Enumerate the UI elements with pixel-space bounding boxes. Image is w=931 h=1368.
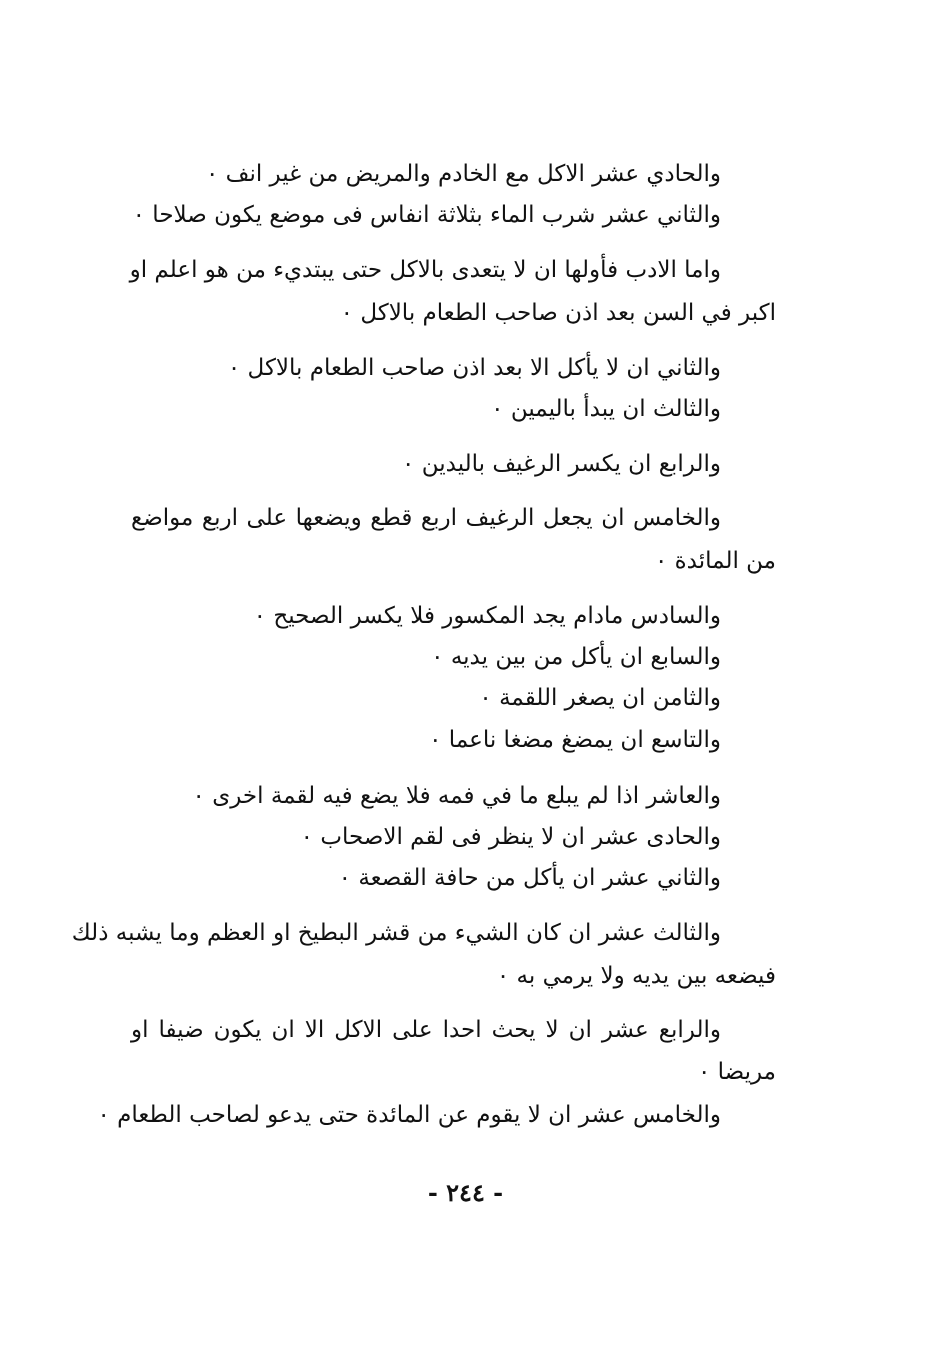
text-line: والرابع ان يكسر الرغيف باليدين ٠ (402, 451, 721, 477)
text-line: اكبر في السن بعد اذن صاحب الطعام بالاكل ٠ (340, 300, 776, 326)
text-line: والثالث ان يبدأ باليمين ٠ (491, 396, 721, 422)
text-line: فيضعه بين يديه ولا يرمي به ٠ (496, 963, 776, 989)
text-line: والرابع عشر ان لا يحث احدا على الاكل الا ان يكون ضيفا او (131, 1017, 721, 1043)
text-line: واما الادب فأولها ان لا يتعدى بالاكل حتى يبتديء من هو اعلم او (129, 257, 721, 283)
text-line: والثالث عشر ان كان الشيء من قشر البطيخ او العظم وما يشبه ذلك (71, 920, 721, 946)
text-line: من المائدة ٠ (654, 548, 776, 574)
text-line: والثاني عشر شرب الماء بثلاثة انفاس فى موضع يكون صلاحا ٠ (132, 202, 721, 228)
text-line: والثامن ان يصغر اللقمة ٠ (479, 685, 721, 711)
text-line: والخامس عشر ان لا يقوم عن المائدة حتى يدعو لصاحب الطعام ٠ (97, 1102, 721, 1128)
text-line: والحادي عشر الاكل مع الخادم والمريض من غير انف ٠ (205, 161, 721, 187)
text-line: والحادى عشر ان لا ينظر فى لقم الاصحاب ٠ (300, 824, 721, 850)
page-number: - ٢٤٤ - (427, 1178, 504, 1207)
text-line: والعاشر اذا لم يبلع ما في فمه فلا يضع فيه لقمة اخرى ٠ (192, 783, 721, 809)
text-line: والسابع ان يأكل من بين يديه ٠ (431, 644, 721, 670)
text-line: مريضا ٠ (697, 1059, 776, 1085)
text-line: والسادس مادام يجد المكسور فلا يكسر الصحيح ٠ (253, 603, 721, 629)
text-line: والثاني عشر ان يأكل من حافة القصعة ٠ (338, 865, 721, 891)
text-line: والخامس ان يجعل الرغيف اربع قطع ويضعها على اربع مواضع (131, 505, 721, 531)
text-line: والتاسع ان يمضغ مضغا ناعما ٠ (429, 727, 721, 753)
text-line: والثاني ان لا يأكل الا بعد اذن صاحب الطعام بالاكل ٠ (227, 355, 721, 381)
